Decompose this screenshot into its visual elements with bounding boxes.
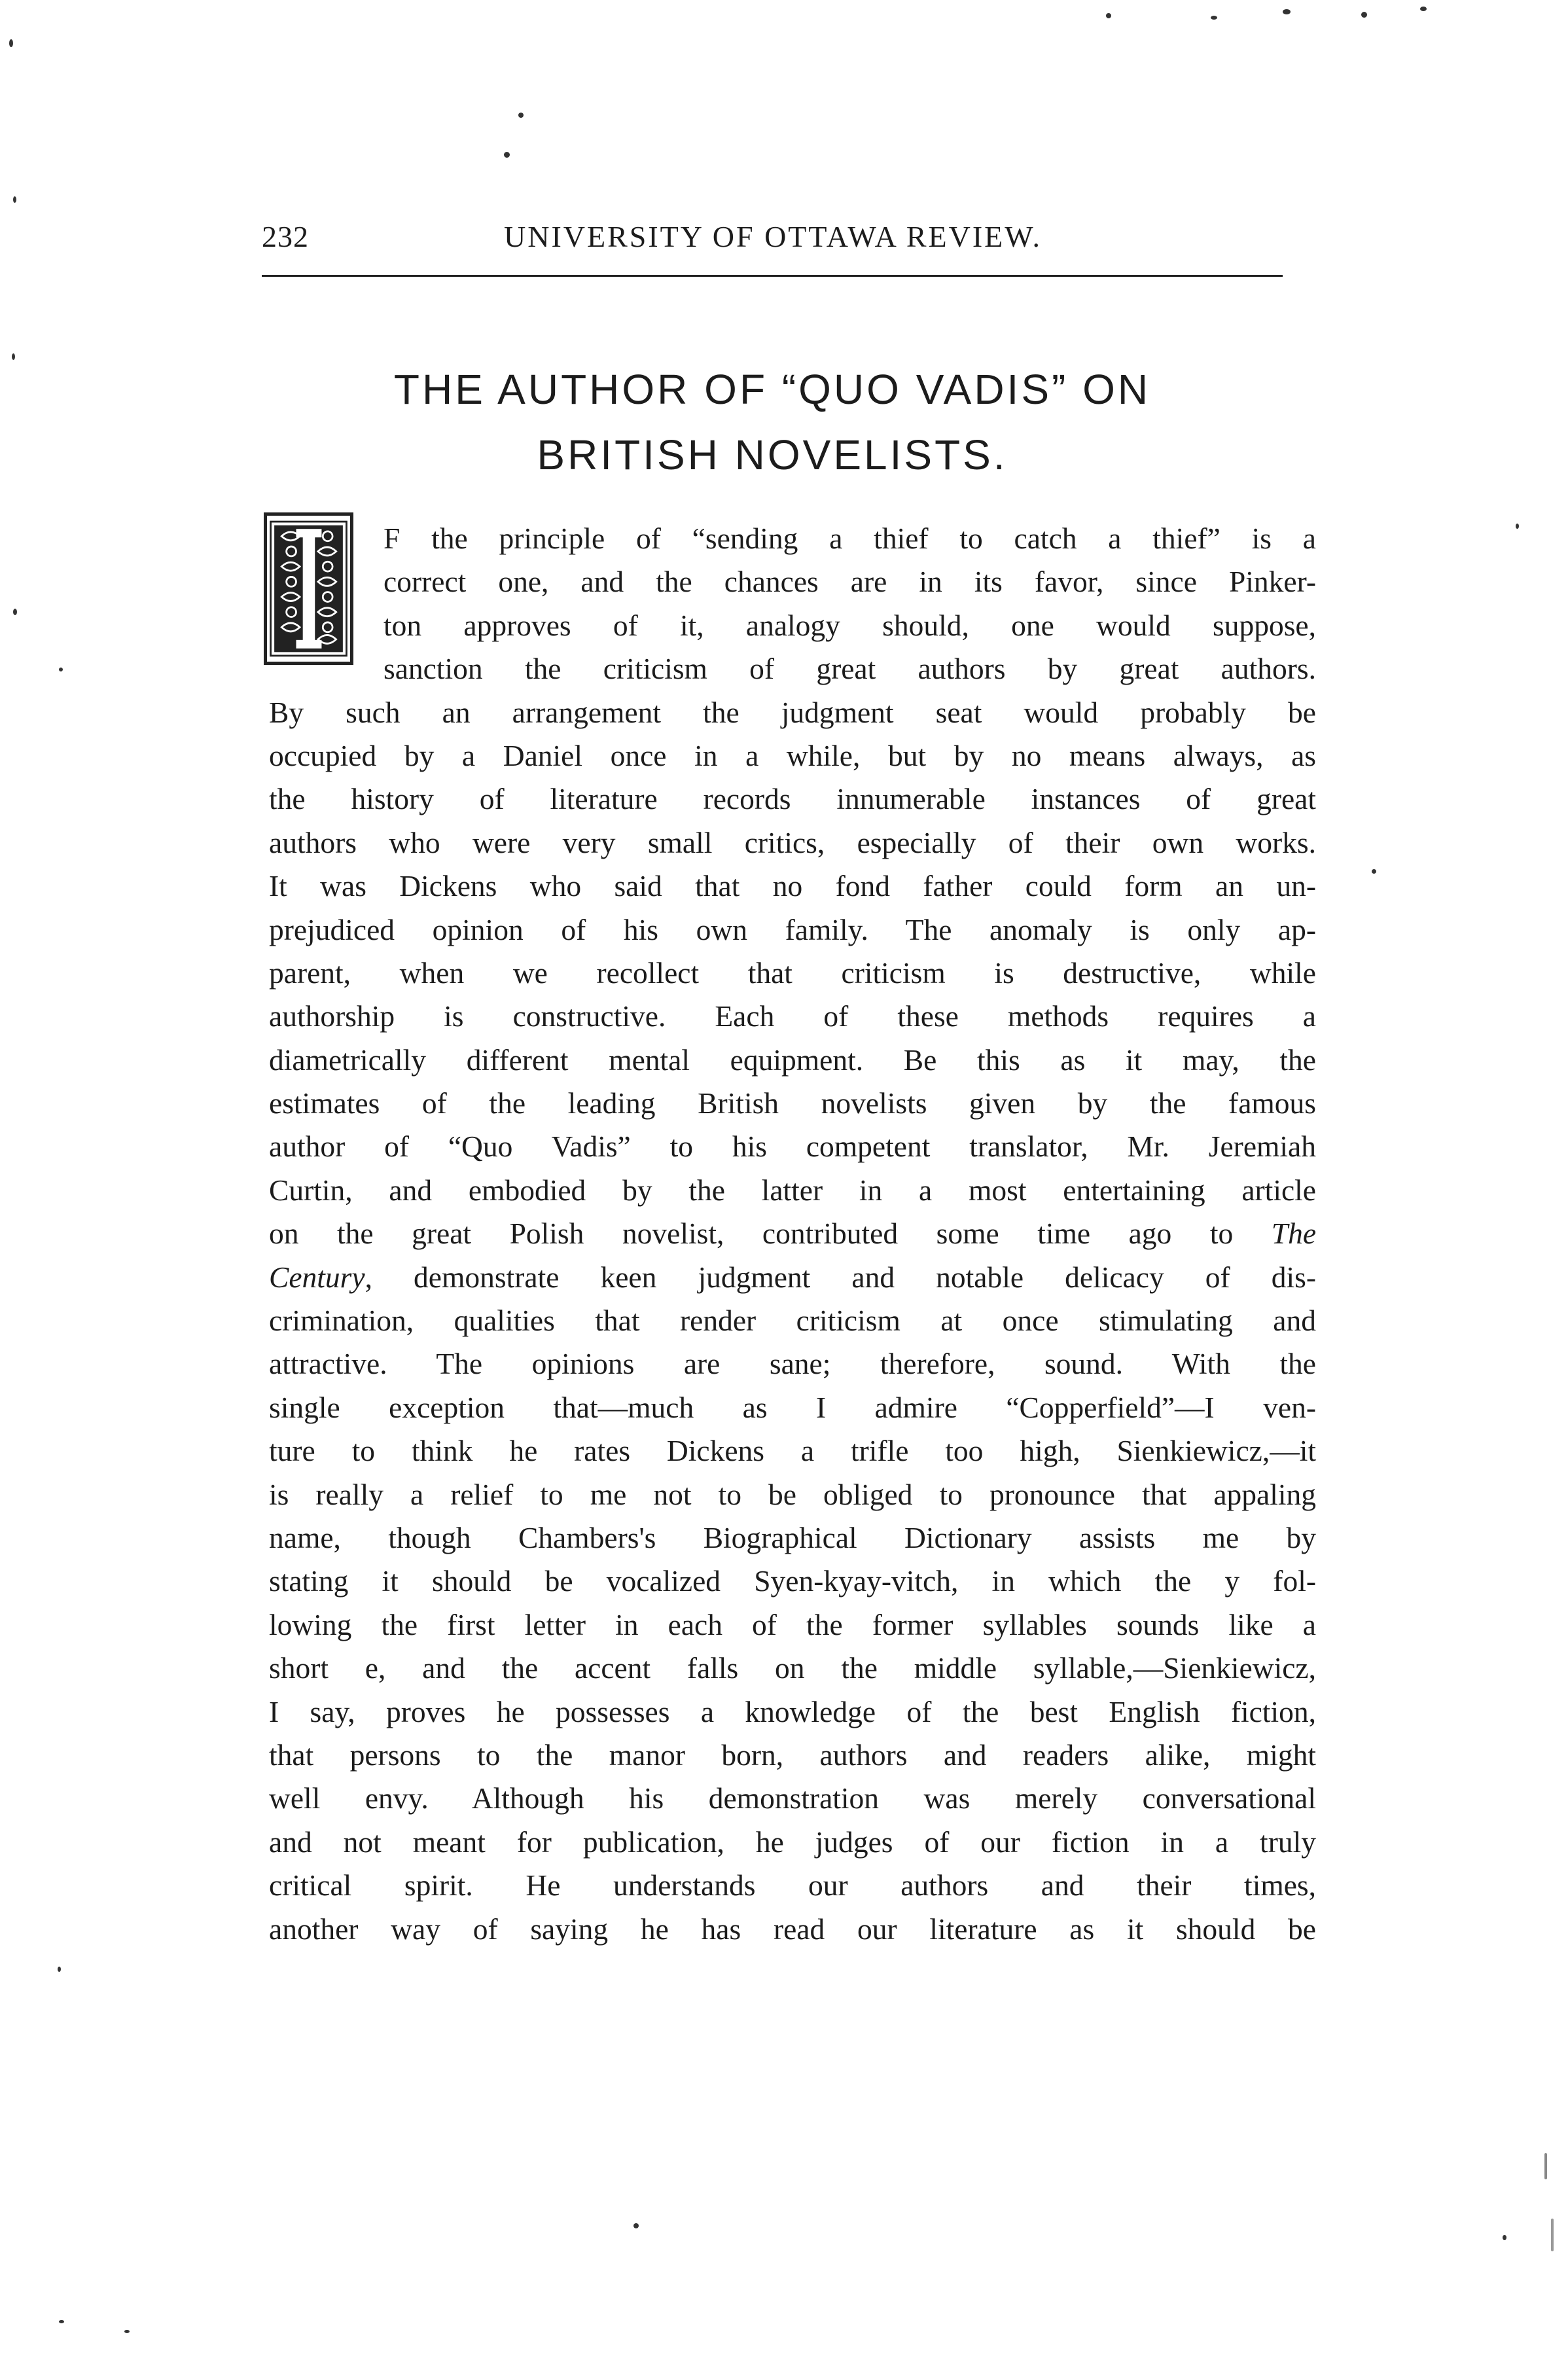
body-line: occupied by a Daniel once in a while, but by no means always, as <box>269 738 1316 772</box>
header-rule <box>262 275 1283 277</box>
body-line: diametrically different mental equipment. Be this as it may, the <box>269 1043 1316 1077</box>
scan-speck <box>1361 12 1367 18</box>
body-line: single exception that—much as I admire “Copperfield”—I ven- <box>269 1390 1316 1424</box>
scan-speck <box>12 353 15 360</box>
scan-speck <box>633 2223 639 2228</box>
body-line: the history of literature records innumerable instances of great <box>269 782 1316 816</box>
italic-magazine-title: Century <box>269 1260 365 1294</box>
body-line: parent, when we recollect that criticism is destructive, while <box>269 955 1316 990</box>
scan-speck <box>1503 2235 1506 2240</box>
body-line: another way of saying he has read our literature as it should be <box>269 1912 1316 1946</box>
scan-speck <box>1106 13 1111 18</box>
scan-speck <box>504 152 510 158</box>
body-line: is really a relief to me not to be obliged to pronounce that appaling <box>269 1477 1316 1511</box>
article-body <box>269 517 1316 1951</box>
body-line: Century, demonstrate keen judgment and notable delicacy of dis- <box>269 1260 1316 1294</box>
body-line: F the principle of “sending a thief to catch a thief” is a <box>383 522 1316 555</box>
scan-speck <box>518 113 524 118</box>
scan-speck <box>1516 524 1519 529</box>
article-title <box>249 357 1296 488</box>
article-title-line-1: THE AUTHOR OF “QUO VADIS” ON <box>393 366 1151 413</box>
scan-speck <box>59 668 63 671</box>
scan-speck <box>58 1967 61 1972</box>
scan-speck <box>124 2330 130 2333</box>
scan-speck <box>1551 2219 1554 2251</box>
body-line: I say, proves he possesses a knowledge of the best English fiction, <box>269 1694 1316 1728</box>
body-line: crimination, qualities that render criticism at once stimulating and <box>269 1304 1316 1338</box>
body-line: ture to think he rates Dickens a trifle too high, Sienkiewicz,—it <box>269 1434 1316 1468</box>
body-line-text: on the great Polish novelist, contributed some time ago to <box>269 1217 1234 1251</box>
body-line: authorship is constructive. Each of these methods requires a <box>269 999 1316 1033</box>
scan-speck <box>13 196 16 203</box>
scan-speck <box>1372 869 1376 874</box>
scan-speck <box>1420 7 1427 11</box>
scan-speck <box>59 2320 64 2323</box>
body-line: prejudiced opinion of his own family. The anomaly is only ap- <box>269 912 1316 946</box>
page-number: 232 <box>262 220 309 253</box>
scan-speck <box>1211 16 1217 20</box>
scan-speck <box>9 39 13 47</box>
running-head <box>262 213 1283 265</box>
body-line: By such an arrangement the judgment seat would probably be <box>269 695 1316 729</box>
body-line: author of “Quo Vadis” to his competent translator, Mr. Jeremiah <box>269 1130 1316 1164</box>
body-line: critical spirit. He understands our authors and their times, <box>269 1868 1316 1902</box>
body-line: well envy. Although his demonstration was merely conversational <box>269 1781 1316 1815</box>
body-line: estimates of the leading British novelists given by the famous <box>269 1086 1316 1120</box>
body-line: attractive. The opinions are sane; therefore, sound. With the <box>269 1347 1316 1381</box>
scan-speck <box>1544 2153 1547 2179</box>
body-line: that persons to the manor born, authors and readers alike, might <box>269 1738 1316 1772</box>
svg-text:I: I <box>306 586 312 601</box>
scan-speck <box>13 609 17 615</box>
body-line: ton approves of it, analogy should, one would suppose, <box>383 608 1316 642</box>
italic-magazine-title: The <box>1271 1217 1317 1251</box>
body-line: sanction the criticism of great authors by great authors. <box>383 652 1316 686</box>
body-line: and not meant for publication, he judges of our fiction in a truly <box>269 1825 1316 1859</box>
body-line: correct one, and the chances are in its favor, since Pinker- <box>383 565 1316 599</box>
body-line-with-italic <box>269 1212 1316 1255</box>
journal-title: UNIVERSITY OF OTTAWA REVIEW. <box>504 220 1042 253</box>
body-line: lowing the first letter in each of the former syllables sounds like a <box>269 1607 1316 1641</box>
body-line: authors who were very small critics, especially of their own works. <box>269 825 1316 859</box>
body-line: stating it should be vocalized Syen-kyay-vitch, in which the y fol- <box>269 1564 1316 1598</box>
body-line: It was Dickens who said that no fond father could form an un- <box>269 869 1316 903</box>
body-line: Curtin, and embodied by the latter in a most entertaining article <box>269 1173 1316 1207</box>
scan-speck <box>1283 9 1291 14</box>
body-line: short e, and the accent falls on the middle syllable,—Sienkiewicz, <box>269 1651 1316 1685</box>
body-line: name, though Chambers's Biographical Dictionary assists me by <box>269 1520 1316 1554</box>
article-title-line-2: BRITISH NOVELISTS. <box>537 431 1008 478</box>
